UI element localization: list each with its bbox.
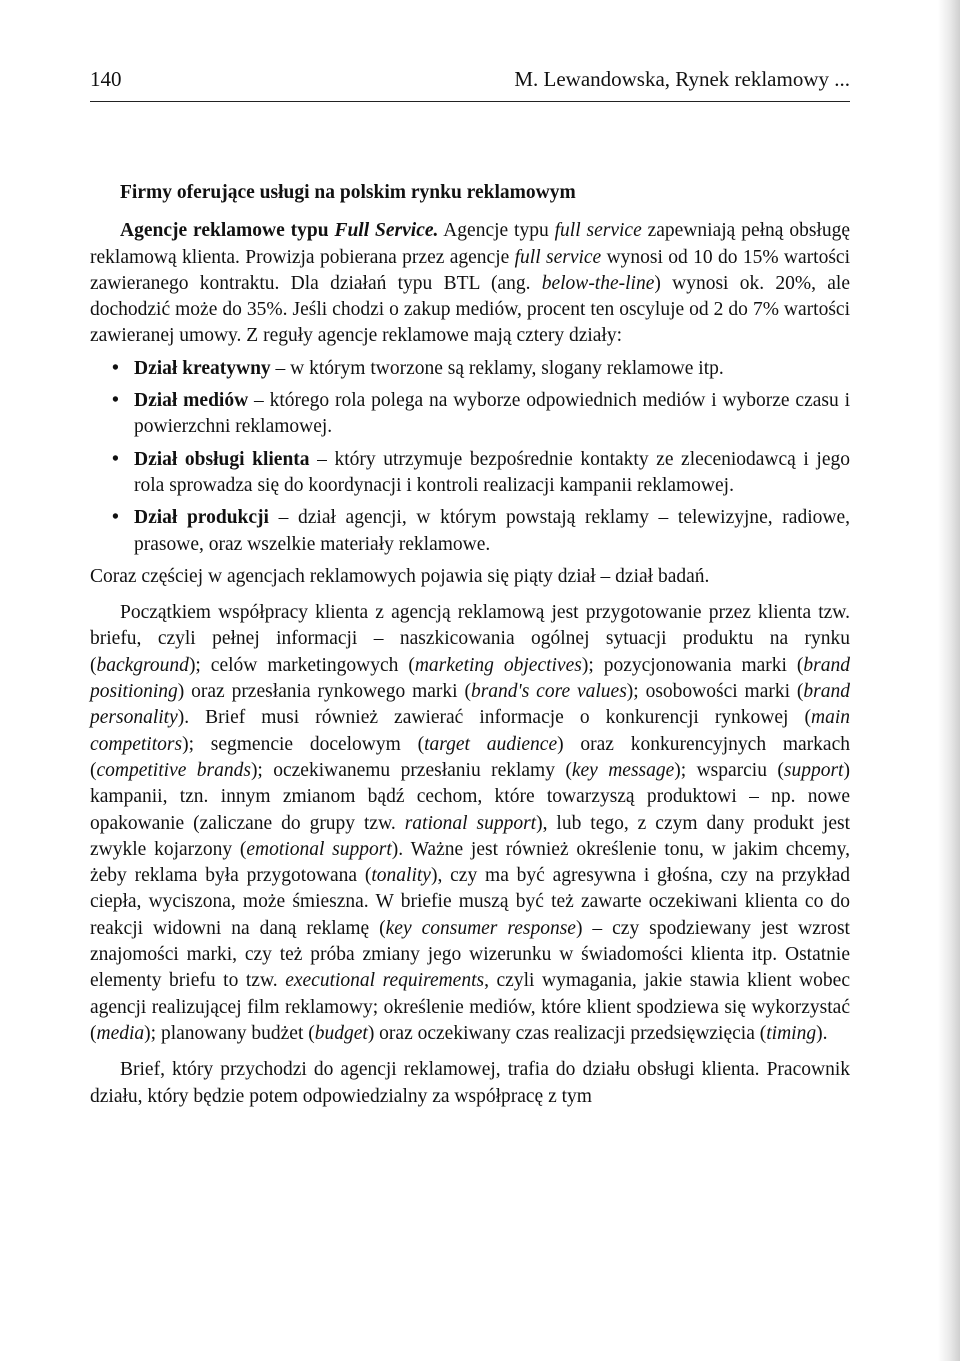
brief-term: background (96, 654, 189, 676)
brief-term: media (96, 1022, 145, 1044)
brief-text: ). Ważne jest również określenie tonu, w jakim chcemy, żeby reklama była przygotowana ( (90, 838, 850, 887)
intro-term: full service (554, 220, 642, 242)
brief-text: ); pozycjonowania marki ( (581, 654, 804, 676)
intro-text: zapewniają pełną obsługę reklamową klienta. Prowizja pobierana przez agencje (90, 220, 850, 268)
intro-lead-italic: Full Service. (334, 220, 439, 242)
brief-text: ) kampanii, tzn. innym zmianom bądź cechom, które towarzyszą produktowi – np. nowe opakowanie (zaliczane do grupy tzw. (90, 759, 850, 834)
department-name: Dział mediów (134, 390, 249, 412)
department-item (90, 388, 850, 441)
department-name: Dział produkcji (134, 507, 269, 529)
intro-text: ) wynosi ok. 20%, ale dochodzić może do 35%. Jeśli chodzi o zakup mediów, procent ten oscyluje od 2 do 7% wartości zawieranej umowy. Z reguły agencje reklamowe mają cztery działy: (90, 272, 850, 347)
brief-text: ); wsparciu ( (674, 759, 784, 781)
brief-term: main competitors (90, 707, 850, 755)
brief-term: brand positioning (90, 654, 851, 703)
brief-term: budget (314, 1022, 368, 1044)
brief-term: target audience (424, 733, 558, 755)
fifth-department-paragraph: Coraz częściej w agencjach reklamowych pojawia się piąty dział – dział badań. (90, 565, 710, 587)
brief-term: brand personality (90, 681, 850, 729)
brief-term: key consumer response (385, 917, 576, 939)
brief-term: key message (571, 759, 675, 781)
header-rule (90, 101, 850, 102)
brief-term: support (783, 759, 844, 781)
brief-term: timing (766, 1022, 817, 1044)
brief-text: ); celów marketingowych ( (188, 654, 415, 676)
brief-paragraph (90, 600, 850, 1047)
department-description: – który utrzymuje bezpośrednie kontakty ze zleceniodawcą i jego rola sprowadza się do koordynacji i kontroli realizacji kampanii reklamowej. (134, 448, 850, 496)
brief-text: ); osobowości marki ( (626, 681, 804, 703)
running-head: M. Lewandowska, Rynek reklamowy ... (514, 67, 850, 91)
department-item (90, 447, 850, 500)
page-body (90, 180, 850, 1110)
department-description: – dział agencji, w którym powstają reklamy – telewizyjne, radiowe, prasowe, oraz wszelkie materiały reklamowe. (134, 507, 850, 555)
brief-text: ) oraz oczekiwany czas realizacji przedsięwzięcia ( (367, 1022, 767, 1044)
brief-term: competitive brands (96, 759, 251, 781)
brief-term: tonality (371, 865, 431, 887)
intro-lead: Agencje reklamowe typu (120, 220, 335, 242)
brief-term: executional requirements (285, 970, 485, 992)
brief-text: ) oraz konkurencyjnych markach ( (90, 733, 850, 781)
brief-text: ); oczekiwanemu przesłaniu reklamy ( (250, 759, 572, 781)
bullet-icon: • (112, 448, 119, 470)
department-name: Dział kreatywny (134, 357, 271, 379)
bullet-icon: • (112, 357, 119, 379)
brief-text: ) – czy spodziewany jest wzrost znajomości marki, czy też próba zmiany jego wizerunku w świadomości klienta itp. Ostatnie elementy briefu to tzw. (90, 917, 850, 992)
brief-term: brand's core values (470, 681, 627, 703)
brief-text: , czyli wymagania, jakie stawia klient wobec agencji realizującej film reklamowy; określenie mediów, które klient spodziewa się wykorzystać ( (90, 970, 850, 1044)
intro-term: full service (514, 246, 602, 268)
department-item (90, 505, 850, 558)
brief-term: emotional support (246, 838, 392, 860)
brief-text: ). (816, 1022, 828, 1044)
department-description: – którego rola polega na wyborze odpowiednich mediów i wyborze czasu i powierzchni reklamowej. (134, 390, 850, 438)
intro-text: wynosi od 10 do 15% wartości zawieranego kontraktu. Dla działań typu BTL (ang. (90, 246, 850, 294)
department-name: Dział obsługi klienta (134, 448, 310, 470)
brief-text: ); segmencie docelowym ( (182, 733, 425, 755)
brief-text: ), czy ma być agresywna i głośna, czy na przykład ciepła, wyciszona, może śmieszna. W briefie muszą być też zawarte oczekiwani klienta co do reakcji widowni na daną reklamę ( (90, 865, 850, 939)
intro-text: Agencje typu (438, 220, 555, 242)
page-number: 140 (90, 67, 122, 91)
brief-text: ) oraz przesłania rynkowego marki ( (177, 681, 471, 703)
intro-term: below-the-line (541, 272, 655, 294)
bullet-icon: • (112, 507, 119, 529)
department-list (90, 356, 850, 558)
bullet-icon: • (112, 390, 119, 412)
brief-term: rational support (404, 812, 537, 834)
brief-text: ); planowany budżet ( (144, 1022, 315, 1044)
department-description: – w którym tworzone są reklamy, slogany reklamowe itp. (270, 357, 724, 379)
brief-text: ). Brief musi również zawierać informacje o konkurencji rynkowej ( (177, 707, 811, 729)
section-heading: Firmy oferujące usługi na polskim rynku reklamowym (120, 182, 576, 203)
brief-text: ), lub tego, z czym dany produkt jest zwykle kojarzony ( (90, 812, 851, 860)
brief-text: Początkiem współpracy klienta z agencją reklamową jest przygotowanie przez klienta tzw. briefu, czyli pełnej informacji – naszkicowania ogólnej sytuacji produktu na rynku ( (90, 602, 850, 676)
page-edge-shadow (938, 0, 960, 1361)
page-header (90, 64, 850, 100)
brief-term: marketing objectives (414, 654, 582, 676)
intro-paragraph (90, 218, 850, 349)
closing-paragraph: Brief, który przychodzi do agencji reklamowej, trafia do działu obsługi klienta. Pracownik działu, który będzie potem odpowiedzialny za współpracę z tym (90, 1059, 850, 1107)
department-item (90, 356, 850, 382)
